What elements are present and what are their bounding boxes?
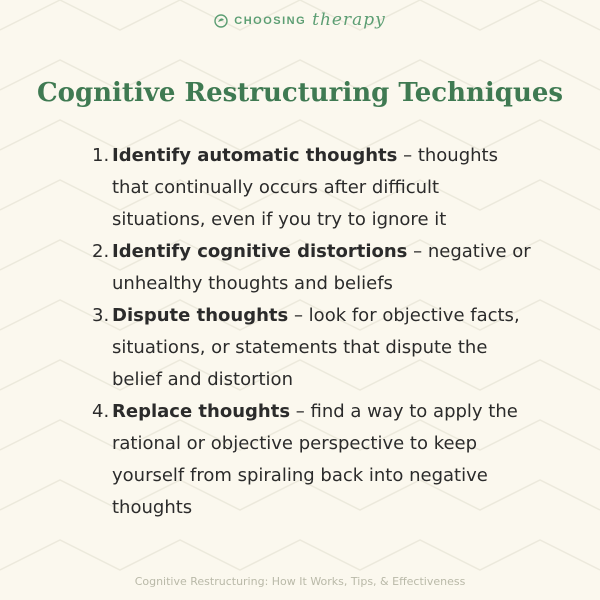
step-number: 3. [92,305,110,326]
page-title: Cognitive Restructuring Techniques [36,78,564,108]
list-item [92,300,532,396]
list-item [92,236,532,300]
step-heading: Dispute thoughts [112,305,289,326]
step-text [112,140,532,236]
brand-word-primary: CHOOSING [234,15,307,27]
list-item [92,140,532,236]
brand-logo [0,12,600,30]
step-body: – find a way to apply the rational or objective perspective to keep yourself from spiraling back into negative thoughts [112,401,518,518]
list-item [92,396,532,524]
step-number: 4. [92,401,110,422]
step-heading: Replace thoughts [112,401,291,422]
step-text [112,396,532,524]
step-number: 1. [92,145,110,166]
step-heading: Identify cognitive distortions [112,241,408,262]
leaf-icon [214,14,228,28]
steps-list [92,140,532,524]
step-body: – thoughts that continually occurs after difficult situations, even if you try to ignore it [112,145,498,230]
footer-caption: Cognitive Restructuring: How It Works, Tips, & Effectiveness [134,575,466,588]
step-heading: Identify automatic thoughts [112,145,398,166]
step-text [112,236,532,300]
step-text [112,300,532,396]
brand-word-script: therapy [312,10,386,30]
step-number: 2. [92,241,110,262]
step-body: – look for objective facts, situations, or statements that dispute the belief and distortion [112,305,520,390]
step-body: – negative or unhealthy thoughts and beliefs [112,241,531,294]
